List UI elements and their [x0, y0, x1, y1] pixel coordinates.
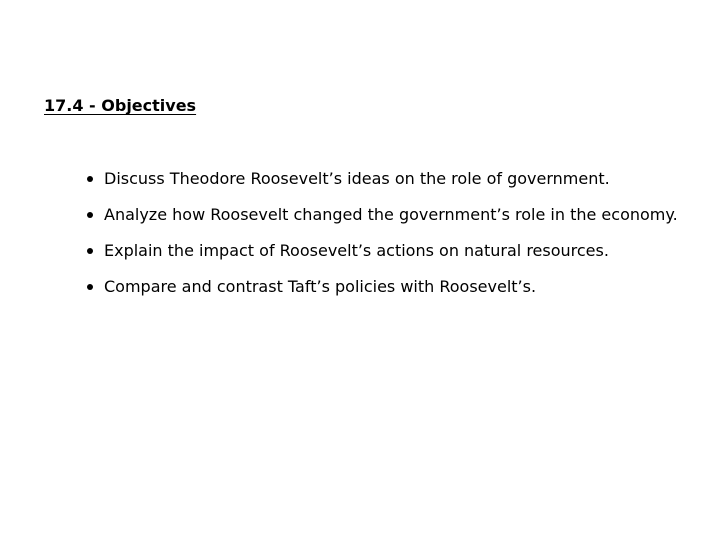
- bullet-icon: [87, 176, 93, 182]
- slide-title: 17.4 - Objectives: [44, 96, 197, 115]
- objective-item: [84, 276, 684, 298]
- objective-item: [84, 168, 684, 190]
- objective-text: Compare and contrast Taft’s policies with Roosevelt’s.: [104, 277, 537, 296]
- objectives-list: [84, 168, 684, 312]
- objective-item: [84, 204, 684, 226]
- objective-text: Analyze how Roosevelt changed the government’s role in the economy.: [104, 205, 678, 224]
- bullet-icon: [87, 248, 93, 254]
- objective-item: [84, 240, 684, 262]
- objective-text: Discuss Theodore Roosevelt’s ideas on the role of government.: [104, 169, 610, 188]
- bullet-icon: [87, 284, 93, 290]
- objective-text: Explain the impact of Roosevelt’s actions on natural resources.: [104, 241, 609, 260]
- bullet-icon: [87, 212, 93, 218]
